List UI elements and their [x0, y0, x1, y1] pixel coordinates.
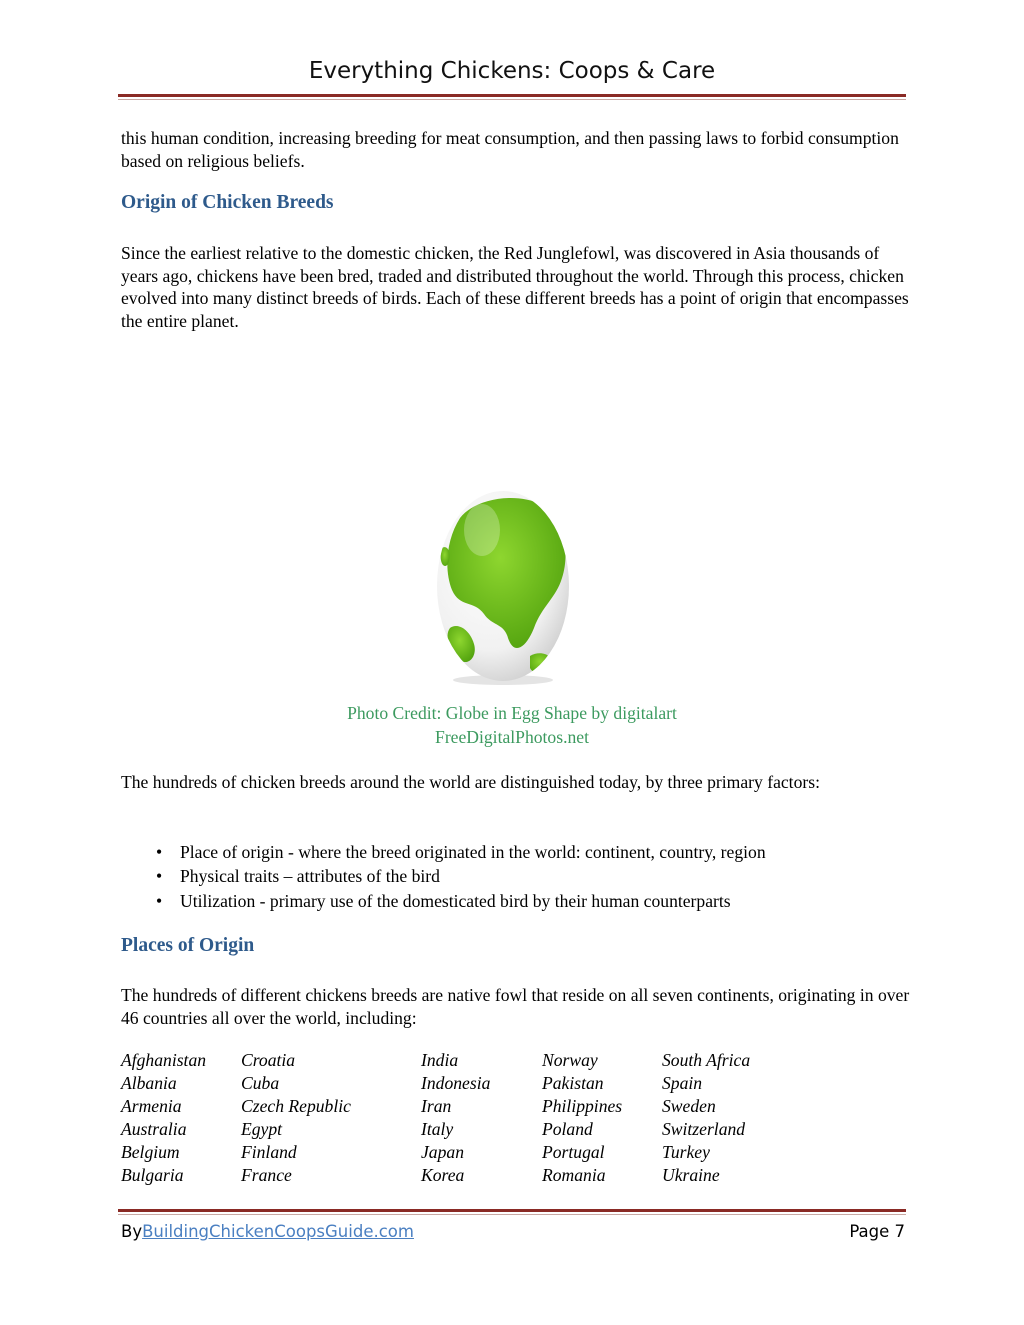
country-name: Romania: [542, 1165, 606, 1185]
list-item: [121, 864, 911, 888]
country-name: Spain: [662, 1073, 703, 1093]
country-name: Korea: [421, 1165, 465, 1185]
country-name: Italy: [421, 1119, 454, 1139]
countries-column: [662, 1049, 750, 1187]
places-paragraph: The hundreds of different chickens breeds are native fowl that reside on all seven continents, originating in over 46 countries all over the world, including:: [121, 985, 910, 1028]
header-rule: [118, 94, 906, 100]
country-name: South Africa: [662, 1050, 751, 1070]
page-number: Page 7: [849, 1222, 905, 1241]
countries-column: [421, 1049, 490, 1187]
country-name: Cuba: [241, 1073, 280, 1093]
country-name: Switzerland: [662, 1119, 746, 1139]
country-name: Portugal: [542, 1142, 605, 1162]
country-name: Philippines: [542, 1096, 623, 1116]
footer-by-label: By: [121, 1222, 143, 1241]
page-header-title: Everything Chickens: Coops & Care: [308, 58, 716, 84]
country-name: Bulgaria: [121, 1165, 184, 1185]
country-name: Finland: [241, 1142, 297, 1162]
country-name: India: [421, 1050, 459, 1070]
list-item-text: Utilization - primary use of the domesticated bird by their human counterparts: [180, 890, 731, 911]
country-name: Indonesia: [421, 1073, 491, 1093]
list-item-text: Physical traits – attributes of the bird: [180, 866, 440, 887]
country-name: Belgium: [121, 1142, 180, 1162]
country-name: Armenia: [121, 1096, 182, 1116]
countries-column: [121, 1049, 206, 1187]
country-name: Pakistan: [542, 1073, 604, 1093]
country-name: Czech Republic: [241, 1096, 351, 1116]
country-name: Australia: [121, 1119, 187, 1139]
section-heading-places: Places of Origin: [121, 935, 255, 956]
bullet-icon: •: [156, 842, 163, 862]
country-name: Turkey: [662, 1142, 710, 1162]
globe-egg-icon: [430, 478, 576, 688]
photo-credit-line2: FreeDigitalPhotos.net: [435, 727, 589, 747]
country-name: Egypt: [241, 1119, 283, 1139]
country-name: Ukraine: [662, 1165, 720, 1185]
list-item: [121, 889, 911, 913]
section-heading-origin: Origin of Chicken Breeds: [121, 192, 334, 213]
bullet-icon: •: [156, 890, 163, 911]
photo-credit-line1: Photo Credit: Globe in Egg Shape by digitalart: [347, 703, 677, 723]
country-name: Afghanistan: [121, 1050, 207, 1070]
countries-column: [241, 1049, 351, 1187]
country-name: Japan: [421, 1142, 464, 1162]
country-name: Poland: [542, 1119, 593, 1139]
factors-paragraph: The hundreds of chicken breeds around the world are distinguished today, by three primary factors:: [121, 772, 820, 792]
footer-site-link[interactable]: BuildingChickenCoopsGuide.com: [142, 1222, 414, 1241]
footer-rule: [118, 1209, 906, 1215]
footer-attribution: [121, 1222, 414, 1241]
country-name: Albania: [121, 1073, 177, 1093]
country-name: Iran: [421, 1096, 452, 1116]
intro-paragraph: this human condition, increasing breeding for meat consumption, and then passing laws to forbid consumption based on religious beliefs.: [121, 128, 899, 171]
country-name: Sweden: [662, 1096, 716, 1116]
list-item: [121, 840, 911, 864]
country-name: Croatia: [241, 1050, 296, 1070]
countries-column: [542, 1049, 622, 1187]
bullet-icon: •: [156, 866, 163, 887]
origin-paragraph: Since the earliest relative to the domestic chicken, the Red Junglefowl, was discovered in Asia thousands of years ago, chickens have been bred, traded and distributed throughout the world. Through this process, chicken evolved into many distinct breeds of birds. Each of these different breeds has a point of origin that encompasses the entire planet.: [121, 243, 909, 331]
list-item-text: Place of origin - where the breed originated in the world: continent, country, region: [180, 842, 766, 862]
factors-list: [121, 840, 911, 913]
country-name: France: [241, 1165, 292, 1185]
country-name: Norway: [542, 1050, 598, 1070]
